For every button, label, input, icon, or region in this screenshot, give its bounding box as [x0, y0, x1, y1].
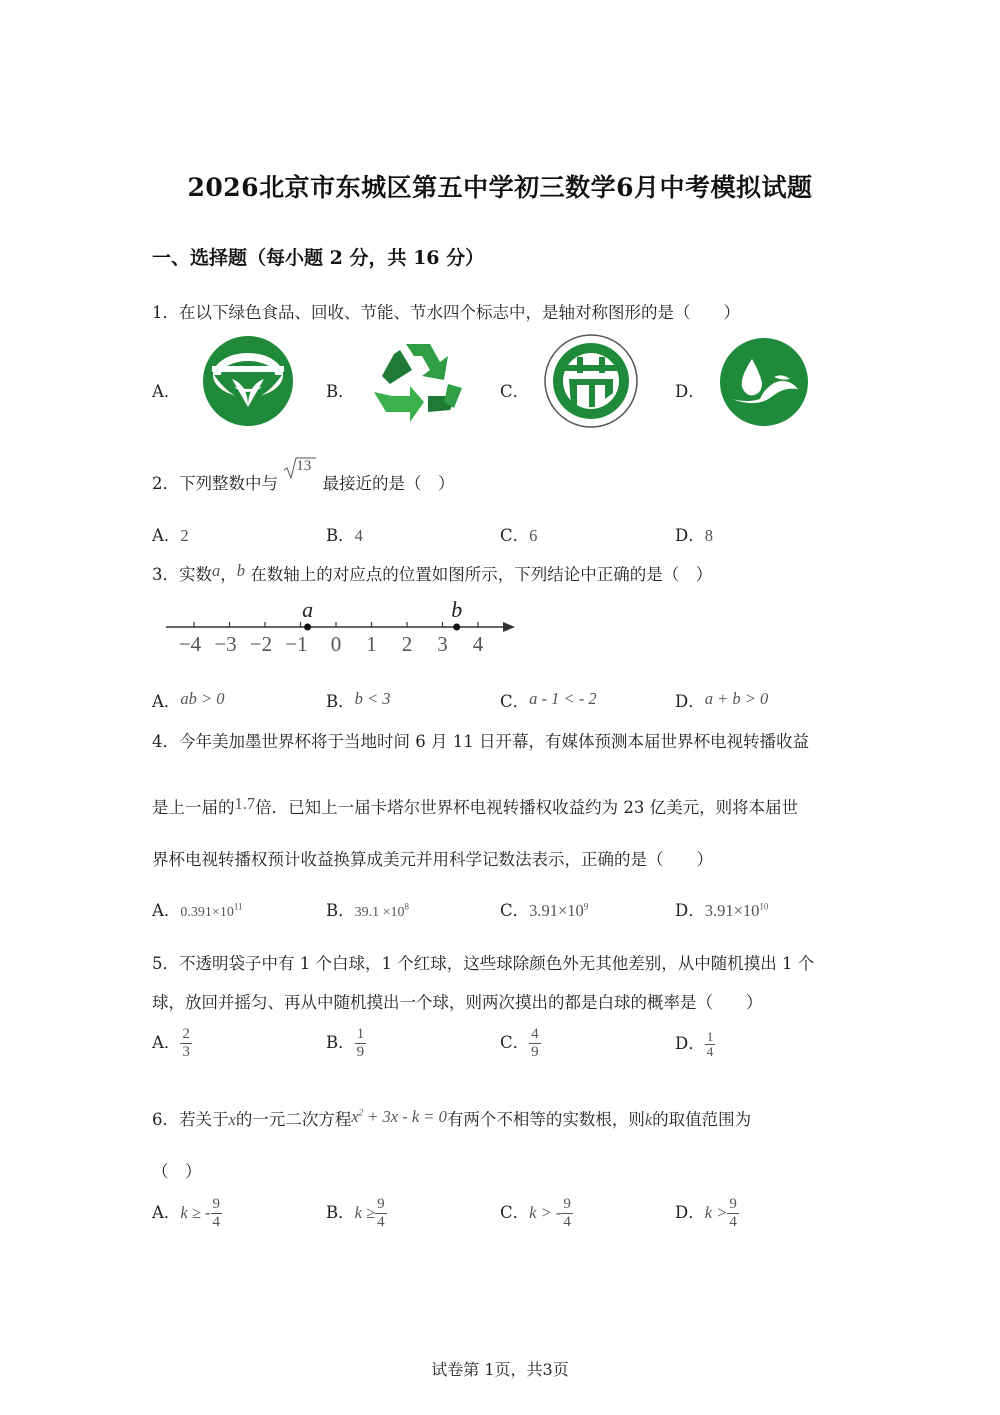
- question-1-text: 1．在以下绿色食品、回收、节能、节水四个标志中，是轴对称图形的是（ ）: [152, 303, 740, 322]
- point-a: [304, 624, 311, 631]
- q2-post: 最接近的是（ ）: [322, 474, 455, 493]
- question-6-line-1: 6．若关于x的一元二次方程$x^2 + 3x - k = 0$有两个不相等的实数根，则k的取值范围为: [152, 1107, 752, 1129]
- q3-option-d: D．a + b > 0: [675, 689, 769, 711]
- arrow-right-icon: [503, 622, 515, 632]
- question-4-line-3: 界杯电视转播权预计收益换算成美元并用科学记数法表示，正确的是（ ）: [152, 850, 713, 869]
- tick-label: 4: [472, 632, 484, 656]
- q1-option-b-label: B．: [326, 382, 355, 401]
- radicand: 13: [296, 458, 312, 474]
- tick-label: −1: [285, 632, 308, 656]
- tick-label: 2: [401, 632, 413, 656]
- q1-option-c-label: C．: [500, 382, 530, 401]
- q6-option-d: D．k > $\frac{9}{4}$: [675, 1196, 737, 1230]
- q6-option-b: B．k ≥ $\frac{9}{4}$: [326, 1196, 385, 1230]
- q3-post: 在数轴上的对应点的位置如图所示，下列结论中正确的是（ ）: [250, 565, 713, 584]
- factor: 1.7: [234, 794, 256, 813]
- var-b: b: [236, 561, 245, 580]
- point-b: [453, 624, 460, 631]
- q4-option-c: C．$3.91\times 10^9$: [500, 901, 589, 920]
- question-5-line-1: 5．不透明袋子中有 1 个白球，1 个红球，这些球除颜色外无其他差别，从中随机摸出 1 个: [152, 954, 815, 973]
- question-4-line-2: 是上一届的1.7倍．已知上一届卡塔尔世界杯电视转播权收益约为 23 亿美元，则将本届世: [152, 794, 799, 817]
- green-food-logo-icon: [200, 333, 296, 429]
- var-a: a: [212, 561, 221, 580]
- tick-label: −4: [178, 632, 202, 656]
- q5-option-a: A． $\frac{2}{3}$: [152, 1026, 190, 1060]
- tick-label: 0: [330, 632, 342, 656]
- q4-option-b: B．$39.1 \times 10^8$: [326, 901, 410, 920]
- page-title: 2026北京市东城区第五中学初三数学6月中考模拟试题: [187, 173, 813, 202]
- q6-option-c: C．k > - $\frac{9}{4}$: [500, 1196, 571, 1230]
- tick-label: −2: [249, 632, 273, 656]
- q3-sep: ，: [220, 565, 237, 584]
- q2-option-a: A．2: [152, 526, 189, 545]
- tick-label: 1: [366, 632, 377, 656]
- question-3-text: [152, 561, 712, 585]
- q2-pre: 2．下列整数中与: [152, 474, 278, 493]
- q4-option-d: D．$3.91\times 10^{10}$: [675, 901, 769, 920]
- recycle-logo-icon: [370, 336, 466, 426]
- sqrt-expression: [283, 458, 317, 488]
- q3-option-c: C．a - 1 < - 2: [500, 689, 597, 711]
- energy-saving-logo-icon: [543, 333, 639, 429]
- number-line: [160, 595, 520, 659]
- section-heading: 一、选择题（每小题 2 分，共 16 分）: [152, 247, 485, 269]
- q1-option-d-label: D．: [675, 382, 705, 401]
- q4-option-a: A．$0.391\times 10^{11}$: [152, 901, 243, 920]
- q2-option-d: D．8: [675, 526, 713, 545]
- tick-label: 3: [437, 632, 448, 656]
- q3-option-b: B．b < 3: [326, 689, 391, 711]
- question-4-line-1: 4．今年美加墨世界杯将于当地时间 6 月 11 日开幕，有媒体预测本届世界杯电视转播收益: [152, 732, 809, 751]
- question-6-line-2: （ ）: [152, 1162, 202, 1181]
- point-b-label: b: [451, 597, 463, 622]
- point-a-label: a: [302, 597, 314, 622]
- q3-option-a: A．ab > 0: [152, 689, 225, 711]
- q5-option-c: C． $\frac{4}{9}$: [500, 1026, 539, 1060]
- q2-option-c: C．6: [500, 526, 538, 545]
- water-saving-logo-icon: [718, 337, 810, 427]
- question-5-line-2: 球，放回并摇匀、再从中随机摸出一个球，则两次摸出的都是白球的概率是（ ）: [152, 993, 763, 1012]
- page-footer: 试卷第 1页，共3页: [431, 1360, 569, 1379]
- q1-option-a-label: A．: [152, 382, 181, 401]
- equation: $x^2 + 3x - k = 0$: [351, 1107, 447, 1126]
- number-line-tick-labels: [179, 632, 484, 656]
- q5-option-d: D． $\frac{1}{4}$: [675, 1029, 714, 1059]
- q5-option-b: B． $\frac{1}{9}$: [326, 1026, 365, 1060]
- q3-pre: 3．实数: [152, 565, 212, 584]
- q6-option-a: A．k ≥ - $\frac{9}{4}$: [152, 1196, 221, 1230]
- q2-option-b: B．4: [326, 526, 363, 545]
- tick-label: −3: [214, 632, 237, 656]
- question-2-text: [152, 458, 455, 494]
